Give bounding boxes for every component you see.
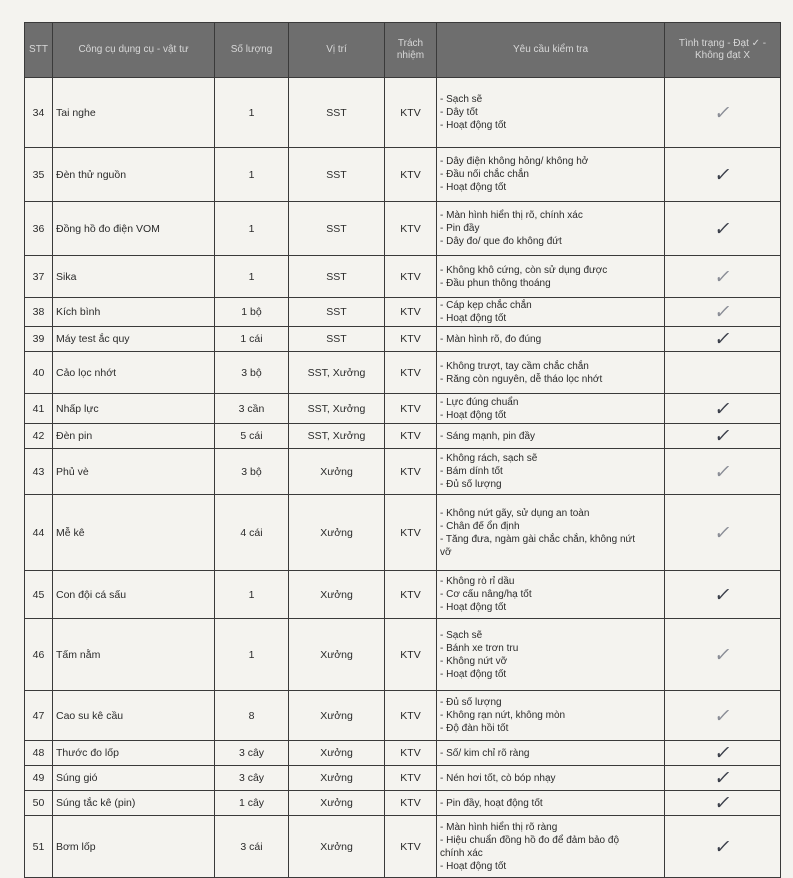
requirement-line: - Cơ cấu nâng/hạ tốt [440, 589, 532, 600]
row-owner: KTV [385, 352, 437, 394]
requirement-line: - Không nứt gãy, sử dụng an toàn [440, 507, 590, 519]
check-mark-icon: ✓ [712, 425, 733, 447]
requirement-line: - Dây đo/ que đo không đứt [440, 236, 562, 247]
row-requirements [437, 78, 665, 148]
row-quantity: 1 [215, 571, 289, 619]
requirement-line: - Sạch sẽ [440, 94, 483, 105]
check-mark-icon: ✓ [712, 835, 733, 858]
row-owner: KTV [385, 327, 437, 352]
row-owner: KTV [385, 424, 437, 449]
row-tool-name: Tấm nằm [53, 619, 215, 691]
requirement-line: - Nén hơi tốt, cò bóp nhạy [440, 772, 556, 784]
row-quantity: 8 [215, 691, 289, 741]
row-location: Xưởng [289, 766, 385, 791]
header-requirements: Yêu cầu kiểm tra [437, 23, 665, 78]
row-location: Xưởng [289, 495, 385, 571]
requirement-line: - Pin đầy [440, 223, 480, 234]
row-stt: 37 [25, 256, 53, 298]
row-quantity: 3 cây [215, 766, 289, 791]
inspection-table [24, 22, 781, 878]
row-quantity: 1 [215, 148, 289, 202]
row-location: SST [289, 256, 385, 298]
requirement-line: - Không khô cứng, còn sử dụng được [440, 264, 608, 276]
requirement-line: - Chân đế ổn định [440, 520, 520, 532]
row-location: SST [289, 78, 385, 148]
row-tool-name: Cao su kê cầu [53, 691, 215, 741]
row-owner: KTV [385, 394, 437, 424]
table-row [25, 766, 781, 791]
check-mark-icon: ✓ [712, 101, 733, 124]
requirement-line: - Không rạn nứt, không mòn [440, 710, 566, 721]
row-quantity: 4 cái [215, 495, 289, 571]
row-quantity: 1 [215, 78, 289, 148]
requirement-line: - Răng còn nguyên, dễ tháo lọc nhớt [440, 373, 603, 385]
table-row [25, 571, 781, 619]
row-quantity: 5 cái [215, 424, 289, 449]
row-tool-name: Nhấp lực [53, 394, 215, 424]
row-status [665, 691, 781, 741]
row-location: SST, Xưởng [289, 394, 385, 424]
requirement-line: - Tăng đưa, ngàm gài chắc chắn, không nứt [440, 533, 635, 545]
row-status [665, 148, 781, 202]
row-owner: KTV [385, 791, 437, 816]
table-row [25, 352, 781, 394]
row-owner: KTV [385, 691, 437, 741]
row-stt: 47 [25, 691, 53, 741]
requirement-line: - Đủ số lượng [440, 479, 502, 490]
row-owner: KTV [385, 741, 437, 766]
requirement-line: - Bám dính tốt [440, 466, 503, 477]
header-status: Tình trạng - Đạt ✓ - Không đạt X [665, 23, 781, 78]
row-location: Xưởng [289, 791, 385, 816]
row-owner: KTV [385, 619, 437, 691]
requirement-line: - Cáp kẹp chắc chắn [440, 300, 532, 311]
row-requirements [437, 766, 665, 791]
row-status [665, 571, 781, 619]
requirement-line: - Hiệu chuẩn đồng hồ đo để đảm bảo độ [440, 834, 620, 846]
requirement-line: - Hoạt động tốt [440, 668, 507, 680]
row-status [665, 256, 781, 298]
row-stt: 38 [25, 298, 53, 327]
check-mark-icon: ✓ [712, 265, 733, 288]
row-requirements [437, 449, 665, 495]
header-tool: Công cụ dụng cụ - vật tư [53, 23, 215, 78]
row-tool-name: Thước đo lốp [53, 741, 215, 766]
row-status [665, 394, 781, 424]
row-quantity: 3 bộ [215, 352, 289, 394]
requirement-line: - Không trượt, tay cầm chắc chắn [440, 360, 589, 372]
row-requirements [437, 691, 665, 741]
row-requirements [437, 741, 665, 766]
row-status [665, 327, 781, 352]
row-status [665, 816, 781, 878]
row-quantity: 1 [215, 202, 289, 256]
row-stt: 35 [25, 148, 53, 202]
row-status [665, 619, 781, 691]
requirement-line: - Độ đàn hồi tốt [440, 723, 509, 734]
row-stt: 36 [25, 202, 53, 256]
check-mark-icon: ✓ [712, 397, 733, 420]
row-owner: KTV [385, 495, 437, 571]
row-requirements [437, 495, 665, 571]
row-tool-name: Đèn thử nguồn [53, 148, 215, 202]
requirement-line: - Hoạt động tốt [440, 409, 507, 421]
row-status [665, 298, 781, 327]
table-row [25, 495, 781, 571]
check-mark-icon: ✓ [712, 163, 733, 186]
row-status [665, 424, 781, 449]
row-requirements [437, 256, 665, 298]
requirement-line: - Số/ kim chỉ rõ ràng [440, 747, 530, 759]
requirement-line: vỡ [440, 546, 452, 558]
row-stt: 41 [25, 394, 53, 424]
table-row [25, 202, 781, 256]
requirement-line: - Hoạt động tốt [440, 602, 507, 613]
row-location: Xưởng [289, 449, 385, 495]
requirement-line: - Lực đúng chuẩn [440, 396, 519, 408]
row-stt: 43 [25, 449, 53, 495]
row-status [665, 449, 781, 495]
row-location: SST [289, 202, 385, 256]
row-requirements [437, 327, 665, 352]
row-status [665, 495, 781, 571]
check-mark-icon: ✓ [712, 217, 733, 240]
row-tool-name: Kích bình [53, 298, 215, 327]
row-quantity: 1 cây [215, 791, 289, 816]
row-stt: 50 [25, 791, 53, 816]
row-location: Xưởng [289, 741, 385, 766]
row-status [665, 78, 781, 148]
row-location: SST [289, 327, 385, 352]
row-requirements [437, 202, 665, 256]
row-stt: 39 [25, 327, 53, 352]
row-tool-name: Bơm lốp [53, 816, 215, 878]
check-mark-icon: ✓ [712, 583, 733, 606]
requirement-line: - Không rò rỉ dầu [440, 576, 515, 587]
row-stt: 51 [25, 816, 53, 878]
row-status [665, 766, 781, 791]
requirement-line: - Dây tốt [440, 107, 478, 118]
row-requirements [437, 148, 665, 202]
header-row [25, 23, 781, 78]
table-row [25, 256, 781, 298]
row-quantity: 3 cái [215, 816, 289, 878]
requirement-line: - Bánh xe trơn tru [440, 642, 519, 654]
row-tool-name: Cảo lọc nhớt [53, 352, 215, 394]
row-status [665, 202, 781, 256]
check-mark-icon: ✓ [712, 767, 733, 789]
row-tool-name: Đèn pin [53, 424, 215, 449]
row-owner: KTV [385, 298, 437, 327]
check-mark-icon: ✓ [712, 704, 733, 727]
requirement-line: - Không rách, sạch sẽ [440, 453, 538, 464]
row-requirements [437, 791, 665, 816]
check-mark-icon: ✓ [712, 301, 733, 323]
requirement-line: - Sạch sẽ [440, 629, 483, 641]
header-location: Vị trí [289, 23, 385, 78]
row-tool-name: Đồng hồ đo điện VOM [53, 202, 215, 256]
requirement-line: - Đủ số lượng [440, 697, 502, 708]
requirement-line: - Hoạt động tốt [440, 313, 507, 324]
row-location: Xưởng [289, 619, 385, 691]
header-owner: Trách nhiệm [385, 23, 437, 78]
table-body [25, 78, 781, 878]
row-tool-name: Phủ vè [53, 449, 215, 495]
row-location: SST, Xưởng [289, 424, 385, 449]
requirement-line: - Dây điện không hỏng/ không hở [440, 156, 589, 167]
row-requirements [437, 619, 665, 691]
row-requirements [437, 424, 665, 449]
row-owner: KTV [385, 571, 437, 619]
table-row [25, 78, 781, 148]
row-owner: KTV [385, 256, 437, 298]
check-mark-icon: ✓ [712, 742, 733, 764]
row-stt: 42 [25, 424, 53, 449]
row-requirements [437, 352, 665, 394]
row-location: SST [289, 298, 385, 327]
requirement-line: - Đầu phun thông thoáng [440, 277, 551, 289]
row-tool-name: Tai nghe [53, 78, 215, 148]
requirement-line: - Hoạt động tốt [440, 120, 507, 131]
table-row [25, 741, 781, 766]
row-status [665, 791, 781, 816]
row-status [665, 352, 781, 394]
header-qty: Số lượng [215, 23, 289, 78]
check-mark-icon: ✓ [712, 643, 733, 666]
row-location: SST, Xưởng [289, 352, 385, 394]
table-row [25, 424, 781, 449]
row-tool-name: Súng gió [53, 766, 215, 791]
row-location: Xưởng [289, 691, 385, 741]
row-owner: KTV [385, 148, 437, 202]
row-stt: 40 [25, 352, 53, 394]
check-mark-icon: ✓ [712, 792, 733, 814]
row-stt: 44 [25, 495, 53, 571]
table-row [25, 449, 781, 495]
header-stt: STT [25, 23, 53, 78]
row-tool-name: Súng tắc kê (pin) [53, 791, 215, 816]
check-mark-icon: ✓ [712, 328, 733, 350]
row-location: SST [289, 148, 385, 202]
requirement-line: chính xác [440, 847, 483, 859]
row-requirements [437, 298, 665, 327]
table-row [25, 816, 781, 878]
row-owner: KTV [385, 816, 437, 878]
table-row [25, 791, 781, 816]
requirement-line: - Không nứt vỡ [440, 655, 508, 667]
row-requirements [437, 394, 665, 424]
row-owner: KTV [385, 78, 437, 148]
row-location: Xưởng [289, 571, 385, 619]
row-stt: 46 [25, 619, 53, 691]
row-tool-name: Mễ kê [53, 495, 215, 571]
row-location: Xưởng [289, 816, 385, 878]
requirement-line: - Màn hình hiển thị rõ ràng [440, 821, 558, 833]
row-tool-name: Sika [53, 256, 215, 298]
requirement-line: - Hoạt động tốt [440, 860, 507, 872]
row-quantity: 1 [215, 619, 289, 691]
requirement-line: - Sáng mạnh, pin đầy [440, 430, 536, 442]
table-row [25, 148, 781, 202]
row-requirements [437, 571, 665, 619]
row-stt: 45 [25, 571, 53, 619]
requirement-line: - Màn hình hiển thị rõ, chính xác [440, 210, 583, 221]
row-tool-name: Máy test ắc quy [53, 327, 215, 352]
requirement-line: - Hoạt động tốt [440, 182, 507, 193]
row-quantity: 1 cái [215, 327, 289, 352]
row-owner: KTV [385, 202, 437, 256]
row-quantity: 3 bộ [215, 449, 289, 495]
row-stt: 49 [25, 766, 53, 791]
row-quantity: 3 cây [215, 741, 289, 766]
table-row [25, 298, 781, 327]
table-row [25, 394, 781, 424]
check-mark-icon: ✓ [712, 460, 733, 483]
check-mark-icon: ✓ [712, 521, 733, 544]
row-owner: KTV [385, 766, 437, 791]
row-stt: 48 [25, 741, 53, 766]
table-row [25, 691, 781, 741]
row-status [665, 741, 781, 766]
requirement-line: - Đầu nối chắc chắn [440, 169, 529, 180]
requirement-line: - Màn hình rõ, đo đúng [440, 333, 542, 345]
table-row [25, 619, 781, 691]
row-owner: KTV [385, 449, 437, 495]
row-quantity: 3 cần [215, 394, 289, 424]
row-requirements [437, 816, 665, 878]
table-row [25, 327, 781, 352]
row-quantity: 1 [215, 256, 289, 298]
requirement-line: - Pin đầy, hoạt động tốt [440, 797, 543, 809]
row-tool-name: Con đội cá sấu [53, 571, 215, 619]
row-stt: 34 [25, 78, 53, 148]
row-quantity: 1 bộ [215, 298, 289, 327]
